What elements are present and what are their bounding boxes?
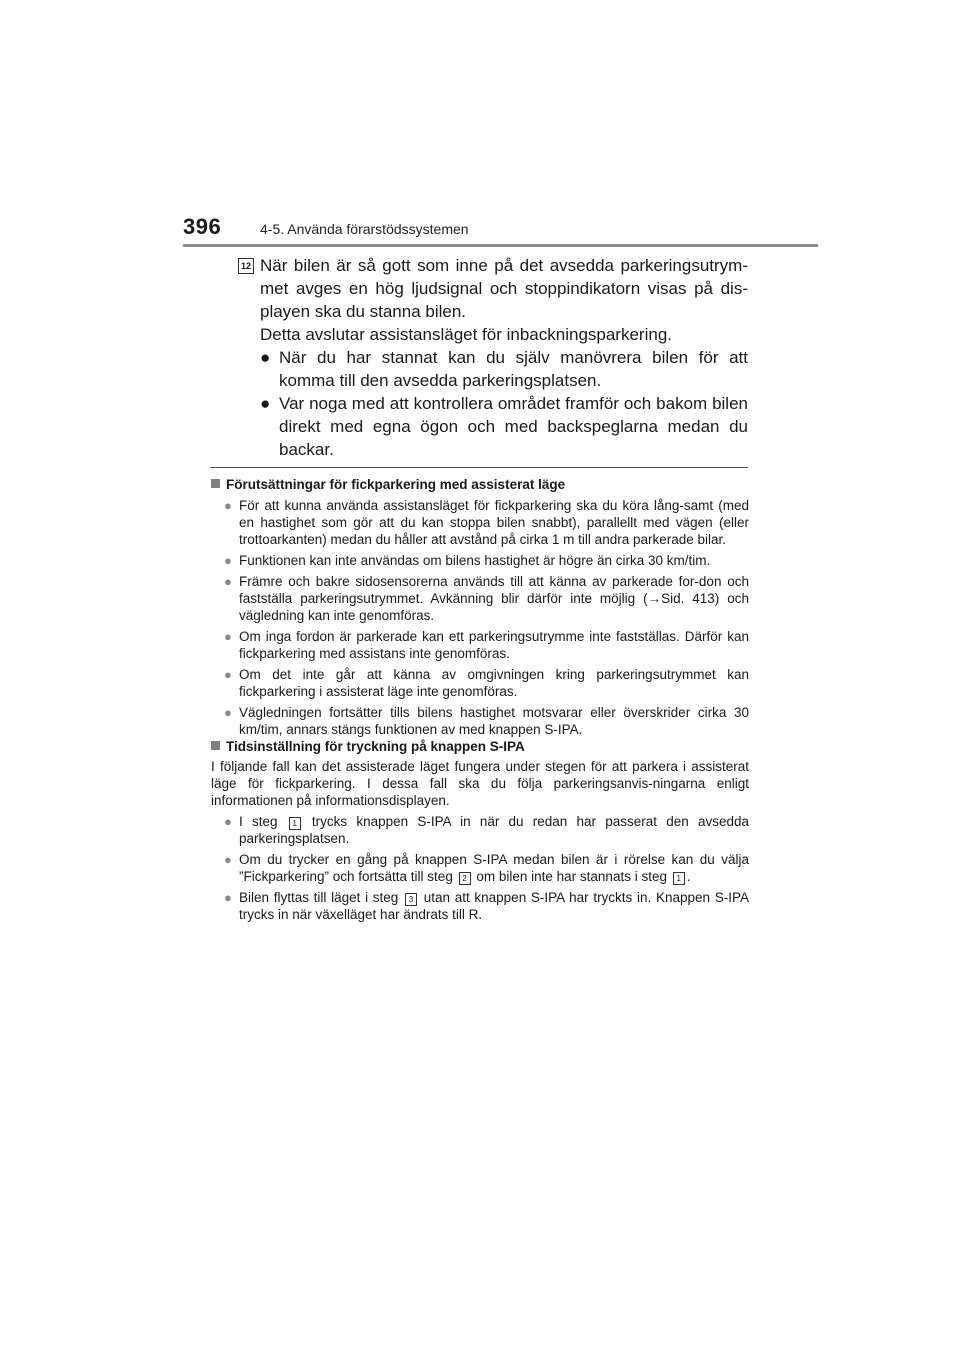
step-ref-box: 3 bbox=[405, 893, 417, 906]
step-text bbox=[260, 254, 748, 346]
step-ref-box: 2 bbox=[459, 872, 471, 885]
page-number: 396 bbox=[183, 214, 222, 239]
list-item: ● Var noga med att kontrollera området framför och bakom bilen direkt med egna ögon och med backspeglarna medan du backar. bbox=[260, 394, 748, 459]
list-item: ● Bilen flyttas till läget i steg 3 utan att knappen S-IPA har tryckts in. Knappen S-IPA trycks in när växelläget har ändrats till R. bbox=[224, 890, 749, 922]
bullet-icon: ● bbox=[224, 814, 232, 829]
note-intro: I följande fall kan det assisterade läget fungera under stegen för att parkera i assisterat läge för fickparkering. I dessa fall ska du följa parkeringsanvis-ningarna enligt informationen på informationsdisplayen. bbox=[211, 759, 749, 808]
note-divider bbox=[210, 467, 748, 468]
bullet-icon: ● bbox=[260, 394, 271, 413]
note-heading: Förutsättningar för fickparkering med assisterat läge bbox=[211, 476, 749, 493]
list-item: ● Om du trycker en gång på knappen S-IPA medan bilen är i rörelse kan du välja ”Fickparkering” och fortsätta till steg 2 om bilen inte har stannats i steg 1 . bbox=[224, 852, 749, 884]
bullet-icon: ● bbox=[224, 553, 232, 568]
step-bullet-list bbox=[260, 346, 748, 461]
step-paragraph: Detta avslutar assistansläget för inbackningsparkering. bbox=[260, 325, 672, 344]
square-bullet-icon bbox=[211, 479, 220, 488]
step-ref-box: 1 bbox=[673, 872, 685, 885]
list-item: ● Om det inte går att känna av omgivningen kring parkeringsutrymmet kan fickparkering i assisterat läge inte genomföras. bbox=[224, 667, 749, 699]
bullet-icon: ● bbox=[224, 629, 232, 644]
note-heading: Tidsinställning för tryckning på knappen S-IPA bbox=[211, 738, 749, 755]
bullet-icon: ● bbox=[260, 348, 271, 367]
list-item: ● För att kunna använda assistansläget för fickparkering ska du köra lång-samt (med en hastighet som gör att du kan stoppa bilen snabbt), parallellt med vägen (eller trottoarkanten) medan du håller att avstånd på cirka 1 m till andra parkerade bilar. bbox=[224, 498, 749, 547]
step-ref-box: 1 bbox=[289, 817, 301, 830]
step-block bbox=[238, 254, 748, 461]
section-title: 4-5. Använda förarstödssystemen bbox=[260, 221, 469, 237]
note-list bbox=[211, 497, 749, 738]
bullet-icon: ● bbox=[224, 852, 232, 867]
bullet-icon: ● bbox=[224, 574, 232, 589]
bullet-icon: ● bbox=[224, 498, 232, 513]
step-number-badge: 12 bbox=[238, 258, 254, 274]
list-item: ● Om inga fordon är parkerade kan ett parkeringsutrymme inte fastställas. Därför kan fickparkering med assistans inte genomföras. bbox=[224, 629, 749, 661]
list-item: ● Vägledningen fortsätter tills bilens hastighet motsvarar eller överskrider cirka 30 km/tim, annars stängs funktionen av med knappen S-IPA. bbox=[224, 705, 749, 737]
bullet-icon: ● bbox=[224, 667, 232, 682]
list-item: ● Funktionen kan inte användas om bilens hastighet är högre än cirka 30 km/tim. bbox=[224, 553, 711, 568]
list-item: ● När du har stannat kan du själv manövrera bilen för att komma till den avsedda parkeringsplatsen. bbox=[260, 348, 748, 390]
header-rule bbox=[183, 244, 818, 247]
notes-section bbox=[211, 476, 749, 923]
step-paragraph: När bilen är så gott som inne på det avsedda parkeringsutrym-met avges en hög ljudsignal och stoppindikatorn visas på dis-playen ska du stanna bilen. bbox=[260, 256, 748, 321]
bullet-icon: ● bbox=[224, 890, 232, 905]
list-item: ● I steg 1 trycks knappen S-IPA in när du redan har passerat den avsedda parkeringsplatsen. bbox=[224, 814, 749, 846]
bullet-icon: ● bbox=[224, 705, 232, 720]
square-bullet-icon bbox=[211, 741, 220, 750]
note-list bbox=[211, 813, 749, 923]
list-item: ● Främre och bakre sidosensorerna används till att känna av parkerade for-don och fastställa parkeringsutrymmet. Avkänning blir därför inte möjlig (→Sid. 413) och vägledning kan inte genomföras. bbox=[224, 574, 749, 623]
